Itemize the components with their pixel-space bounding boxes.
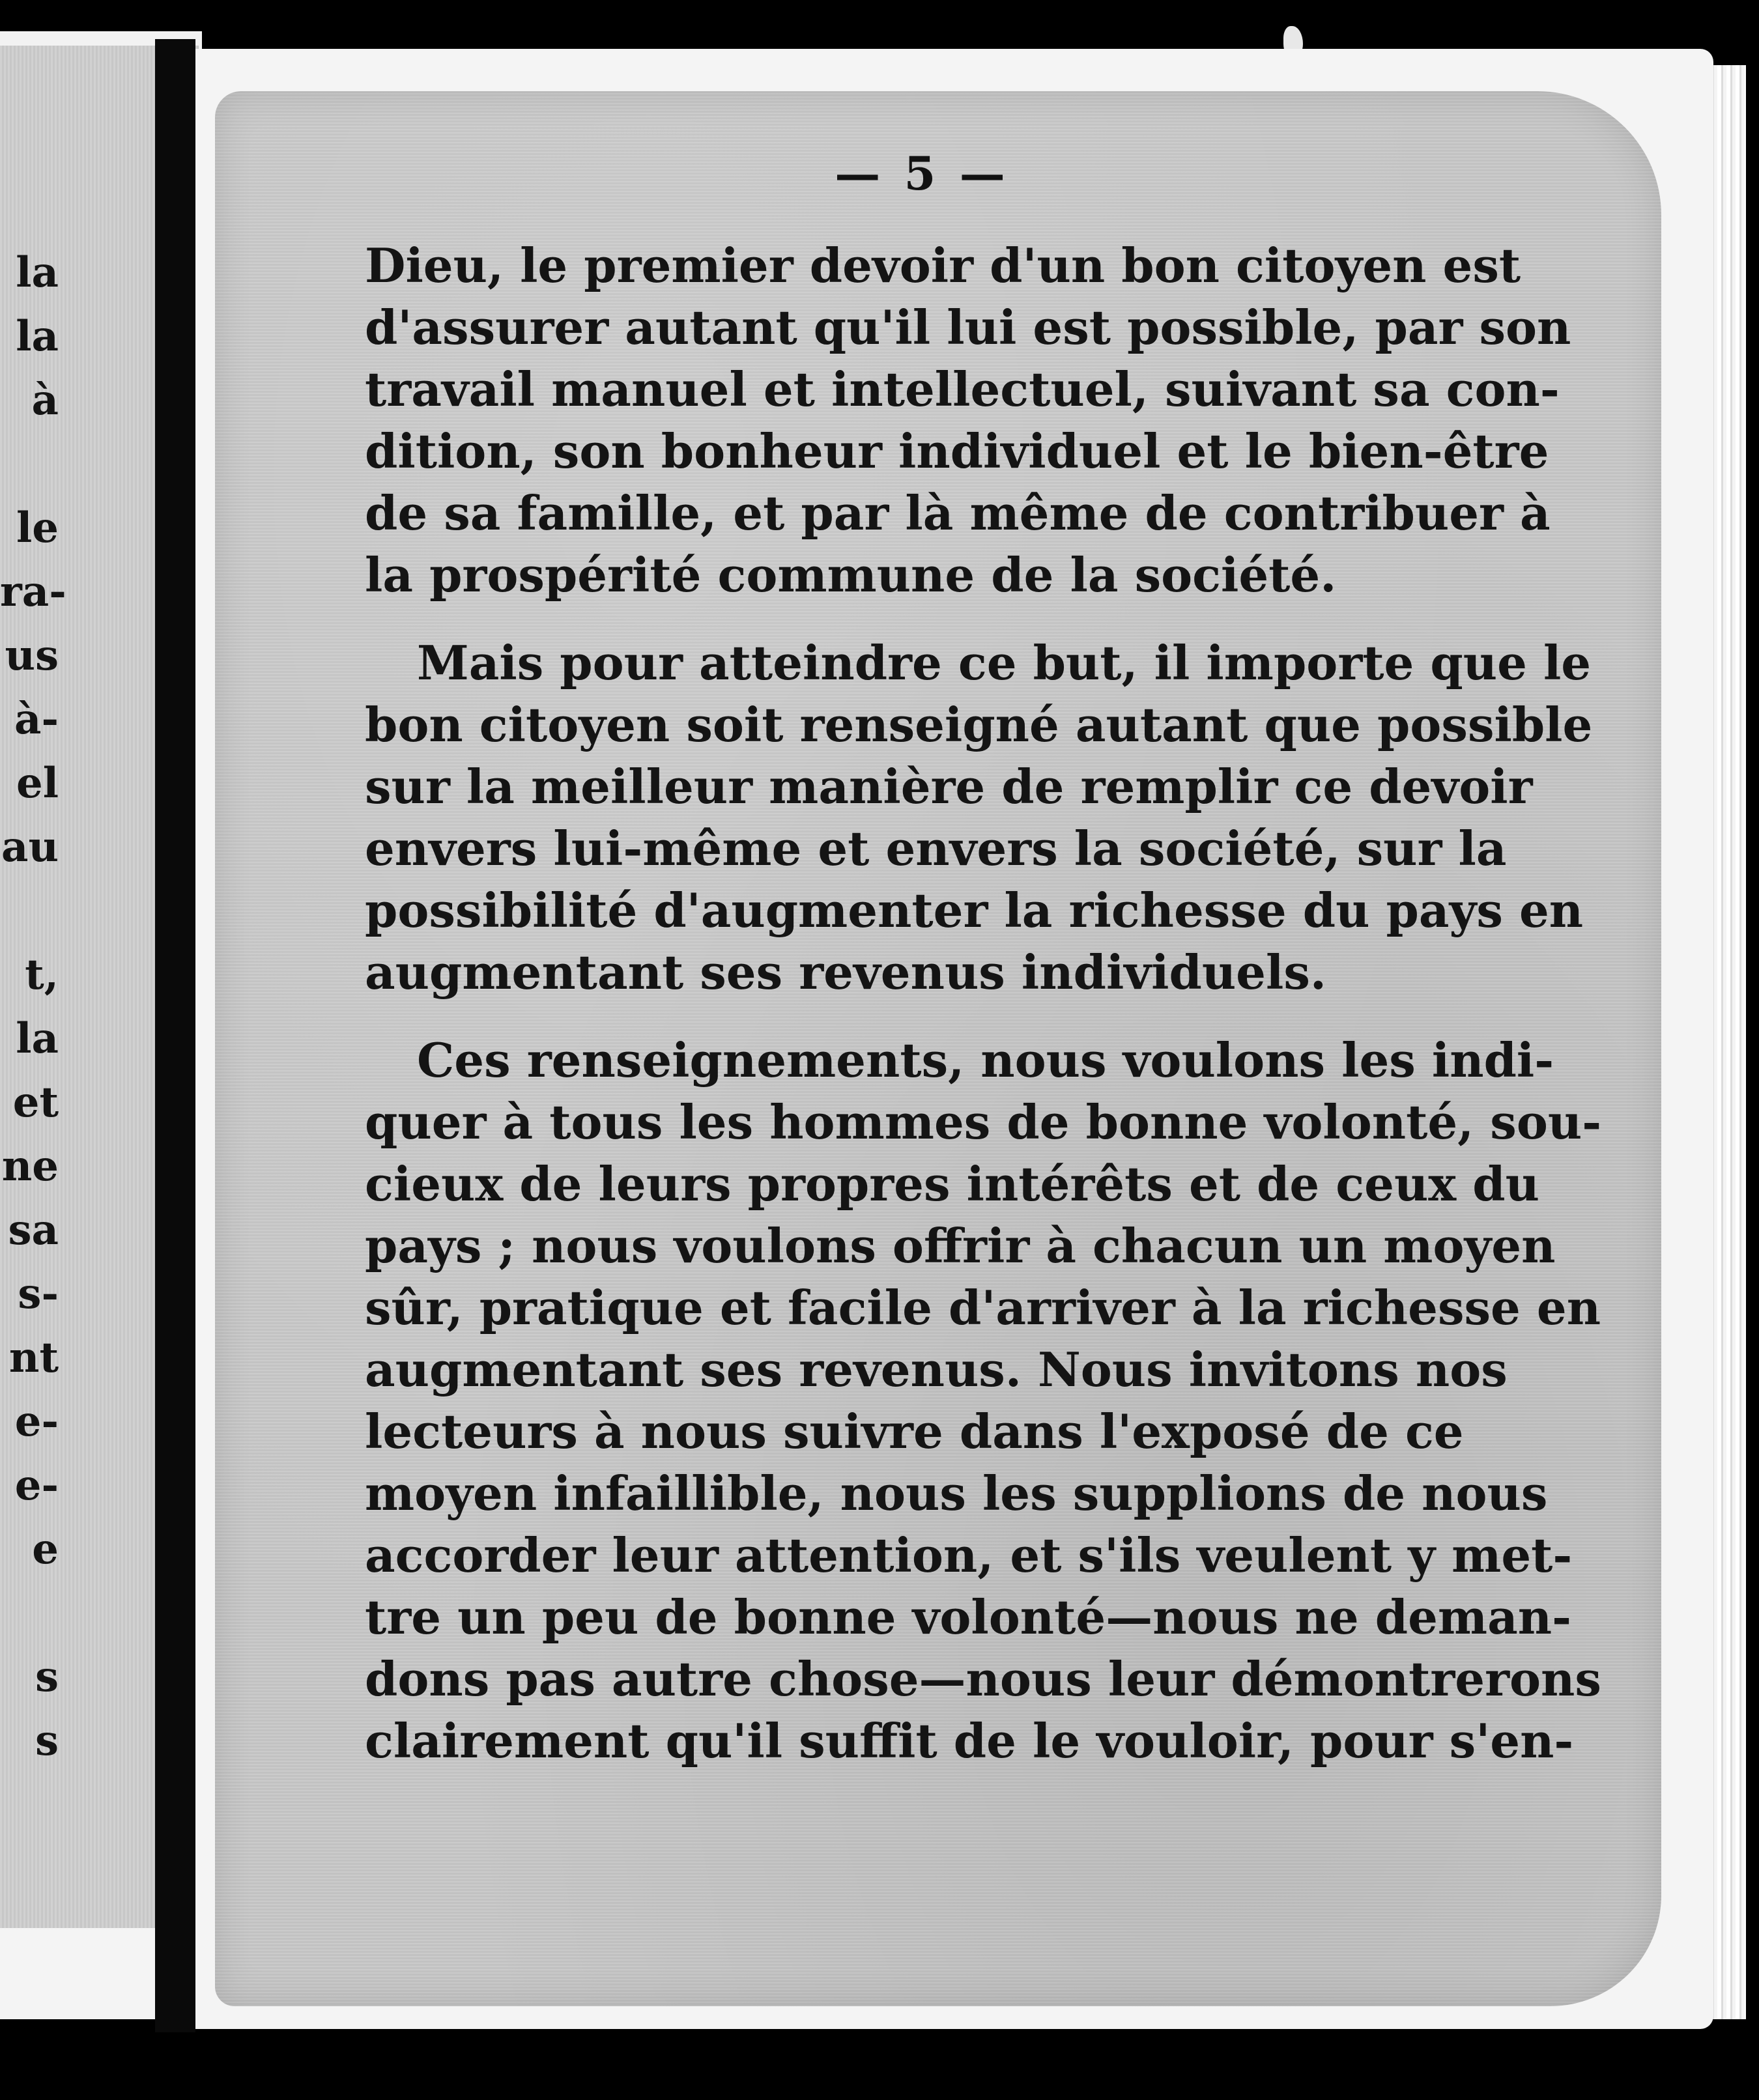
left-page-fragment: le (16, 504, 59, 552)
left-page-fragment: et (12, 1078, 59, 1127)
left-page-fragment: sa (8, 1206, 59, 1255)
text-line: clairement qu'il suffit de le vouloir, pour s'en- (365, 1713, 1574, 1768)
left-page-fragment: la (16, 248, 59, 297)
text-line: cieux de leurs propres intérêts et de ceux du (365, 1156, 1539, 1212)
text-line: envers lui-même et envers la société, sur la (365, 821, 1507, 876)
text-line: dition, son bonheur individuel et le bien-être (365, 423, 1549, 479)
text-line: augmentant ses revenus. Nous invitons nos (365, 1342, 1508, 1397)
left-page-fragment: e (32, 1525, 59, 1574)
page-text (365, 234, 1602, 1798)
left-page-fragment: nt (8, 1333, 59, 1382)
text-line: Ces renseignements, nous voulons les indi- (417, 1032, 1554, 1088)
text-line: sur la meilleur manière de remplir ce devoir (365, 759, 1533, 814)
text-line: travail manuel et intellectuel, suivant sa con- (365, 362, 1560, 417)
left-page-fragment: t, (25, 950, 59, 999)
text-line: la prospérité commune de la société. (365, 547, 1337, 603)
text-line: Dieu, le premier devoir d'un bon citoyen est (365, 238, 1521, 293)
left-page-fragment: s (35, 1716, 59, 1765)
paragraph (365, 632, 1593, 1003)
text-line: possibilité d'augmenter la richesse du pays en (365, 883, 1584, 938)
left-page-fragments (0, 241, 66, 1869)
left-page-fragment: e- (14, 1397, 59, 1446)
left-page-fragment (0, 879, 59, 943)
left-page-fragment: e- (14, 1461, 59, 1510)
text-line: moyen infaillible, nous les supplions de nous (365, 1466, 1548, 1521)
left-page-fragment: la (16, 1014, 59, 1063)
text-line: lecteurs à nous suivre dans l'exposé de ce (365, 1404, 1464, 1459)
text-line: Mais pour atteindre ce but, il importe que le (417, 635, 1592, 690)
paragraph (365, 234, 1571, 606)
paragraph (365, 1029, 1602, 1772)
text-line: d'assurer autant qu'il lui est possible, par son (365, 300, 1571, 355)
left-page-fragment: à- (14, 695, 59, 744)
text-line: dons pas autre chose—nous leur démontrerons (365, 1651, 1601, 1707)
left-page-fragment: s (35, 1653, 59, 1701)
left-page-fragment (0, 433, 59, 496)
page-number: — 5 — (835, 147, 1009, 201)
text-line: tre un peu de bonne volonté—nous ne deman- (365, 1589, 1571, 1645)
text-line: sûr, pratique et facile d'arriver à la richesse en (365, 1280, 1601, 1335)
text-line: augmentant ses revenus individuels. (365, 944, 1326, 1000)
text-line: de sa famille, et par là même de contribuer à (365, 485, 1551, 541)
book-gutter (155, 39, 195, 2032)
left-page-fragment: à (31, 376, 59, 425)
left-page-fragment: la (16, 312, 59, 361)
left-page-fragment: au (1, 823, 59, 872)
text-line: accorder leur attention, et s'ils veulent y met- (365, 1527, 1573, 1583)
left-page-fragment: ne (1, 1142, 59, 1191)
left-page-fragment: us (5, 631, 59, 680)
text-line: pays ; nous voulons offrir à chacun un moyen (365, 1218, 1556, 1273)
left-page-fragment: s- (18, 1270, 59, 1318)
left-page-fragment: ra- (0, 567, 66, 616)
text-line: quer à tous les hommes de bonne volonté, sou- (365, 1094, 1602, 1150)
text-line: bon citoyen soit renseigné autant que possible (365, 697, 1593, 752)
left-page-fragment (0, 1582, 59, 1645)
left-page-fragment: el (16, 759, 59, 808)
